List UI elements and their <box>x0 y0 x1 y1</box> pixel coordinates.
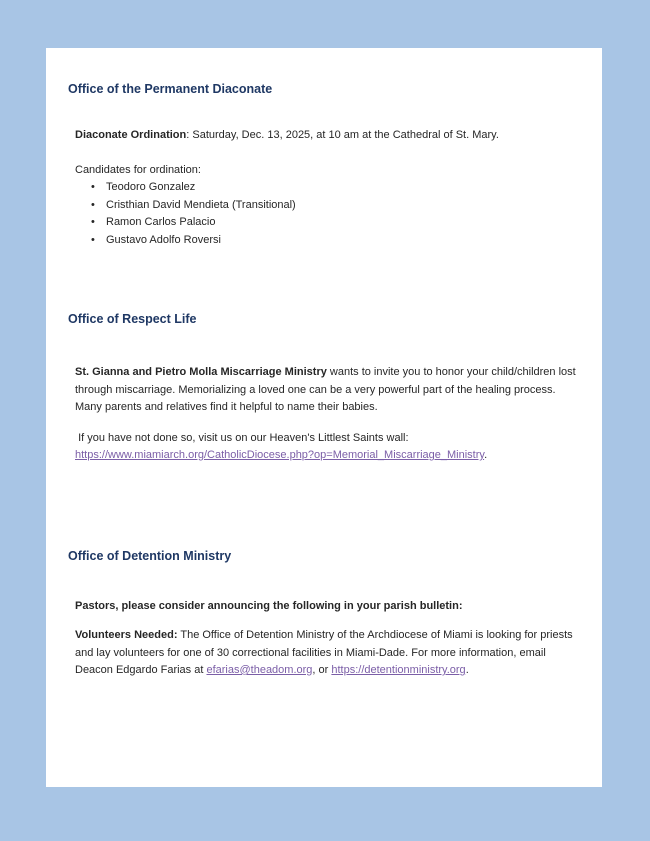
ordination-details: : Saturday, Dec. 13, 2025, at 10 am at the Cathedral of St. Mary. <box>186 129 499 141</box>
section-heading-permanent-diaconate: Office of the Permanent Diaconate <box>68 82 273 96</box>
saints-wall-paragraph <box>75 430 576 465</box>
saints-wall-intro: If you have not done so, visit us on our Heaven's Littlest Saints wall: <box>75 431 409 444</box>
section-heading-respect-life: Office of Respect Life <box>68 312 197 326</box>
candidate-item: • Cristhian David Mendieta (Transitional) <box>85 197 576 215</box>
volunteers-connector: , or <box>312 664 332 676</box>
document-page <box>46 48 602 787</box>
volunteers-paragraph <box>75 627 576 680</box>
ministry-description: wants to invite you to honor your child/children lost through miscarriage. Memorializing a loved one can be a very powerful part of the healing process. Many parents and relatives find it helpful to name their babies. <box>75 366 576 413</box>
volunteers-label: Volunteers Needed: <box>75 629 178 641</box>
ministry-name: St. Gianna and Pietro Molla Miscarriage Ministry <box>75 366 327 378</box>
candidates-label: Candidates for ordination: <box>75 163 201 176</box>
detention-ministry-link[interactable]: https://detentionministry.org <box>331 664 466 676</box>
candidate-item: • Teodoro Gonzalez <box>85 179 576 197</box>
volunteers-description: The Office of Detention Ministry of the Archdiocese of Miami is looking for priests and lay volunteers for one of 30 correctional facilities in Miami-Dade. For more information, email Deacon Edgardo Farias at <box>75 629 573 676</box>
miscarriage-ministry-link[interactable]: https://www.miamiarch.org/CatholicDiocese.php?op=Memorial_Miscarriage_Ministry <box>75 449 485 461</box>
ordination-label: Diaconate Ordination <box>75 129 187 141</box>
sentence-period: . <box>484 449 488 461</box>
section-heading-detention-ministry: Office of Detention Ministry <box>68 548 232 563</box>
pastors-announcement-line: Pastors, please consider announcing the following in your parish bulletin: <box>75 599 463 612</box>
sentence-period: . <box>465 664 469 676</box>
miscarriage-paragraph <box>75 364 576 417</box>
candidate-item: • Ramon Carlos Palacio <box>85 214 576 232</box>
email-link[interactable]: efarias@theadom.org <box>206 664 313 676</box>
candidate-item: • Gustavo Adolfo Roversi <box>85 232 576 250</box>
ordination-paragraph <box>75 127 576 145</box>
candidates-list <box>75 179 576 249</box>
